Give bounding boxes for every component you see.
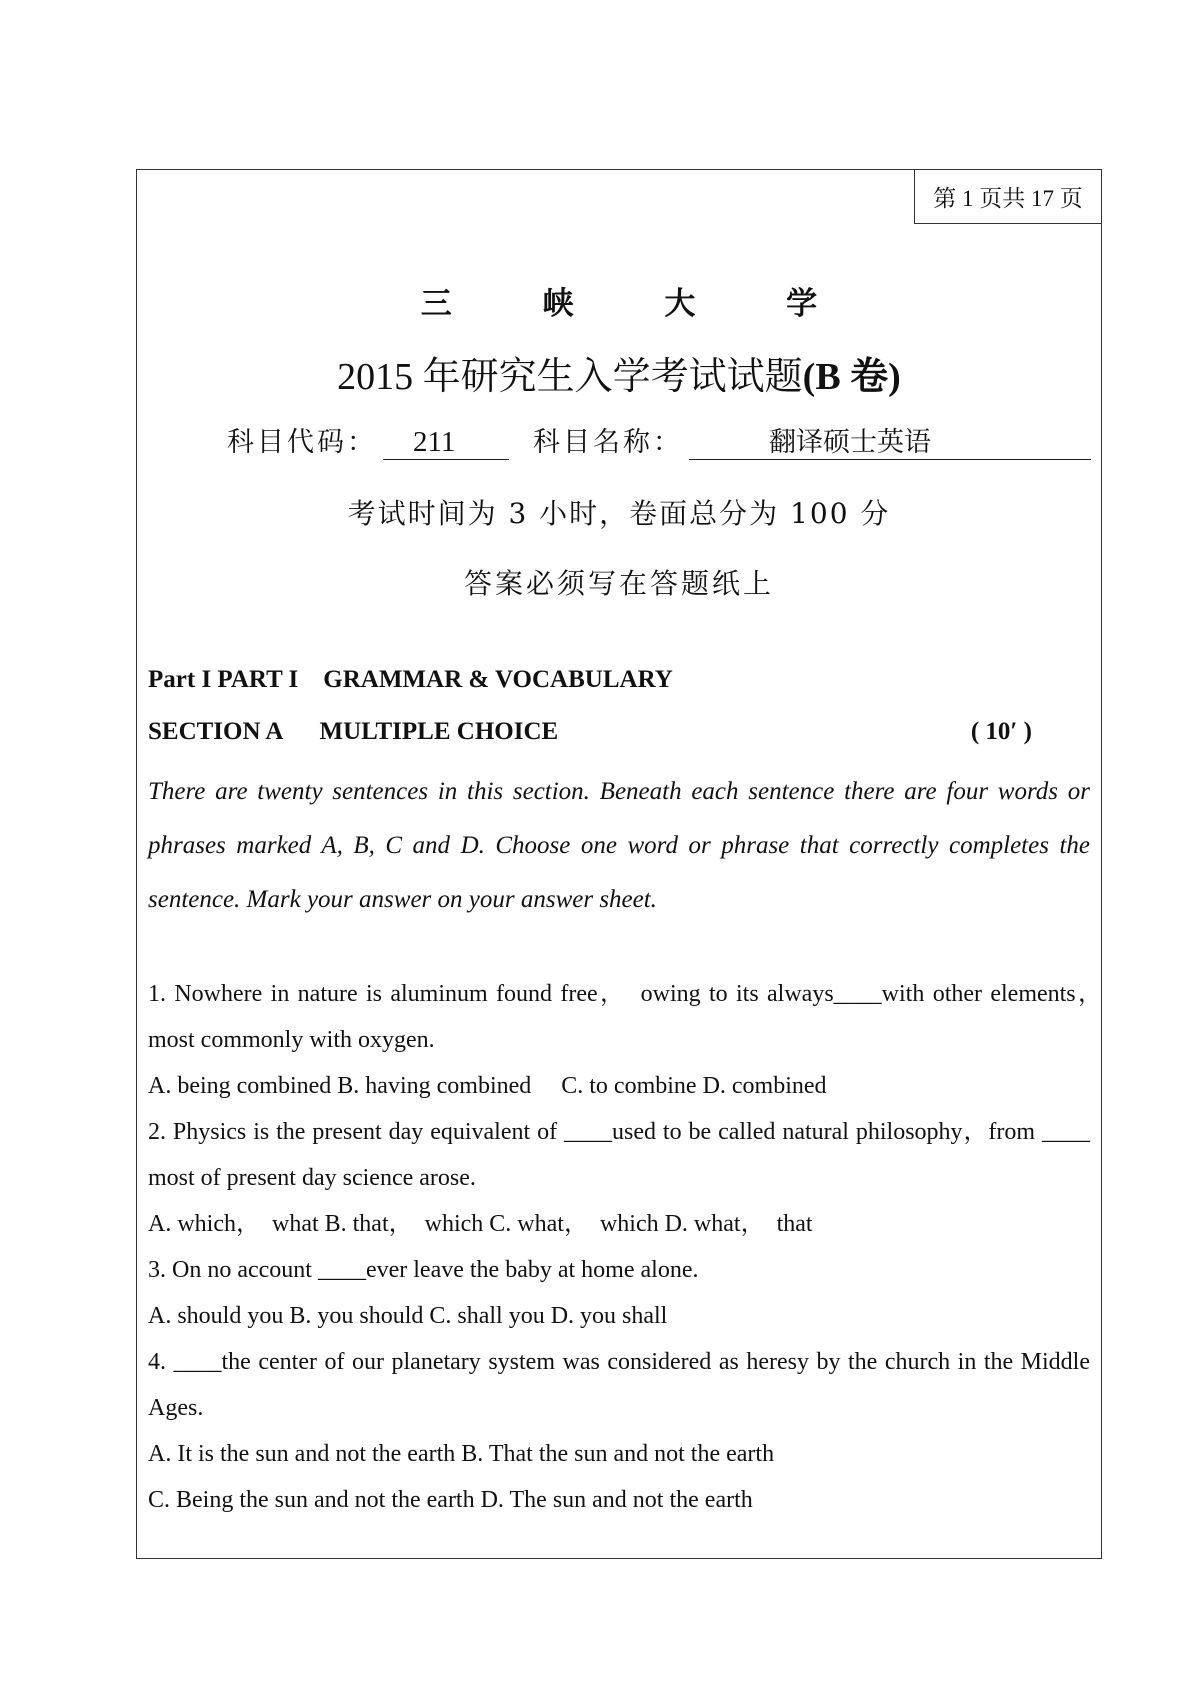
exam-content: [148, 665, 1114, 1523]
exam-title-main: 2015 年研究生入学考试试题: [337, 356, 803, 398]
section-label: [148, 717, 558, 747]
question-1: 1. Nowhere in nature is aluminum found free， owing to its always____with other elements， most commonly with oxygen.: [148, 981, 1114, 1053]
question-4-options-line1: A. It is the sun and not the earth B. That the sun and not the earth: [148, 1441, 775, 1467]
question-4: 4. ____the center of our planetary system was considered as heresy by the church in the Middle Ages.: [148, 1349, 1090, 1421]
exam-title: [137, 345, 1101, 400]
subject-line: [227, 420, 1091, 460]
exam-title-suffix: (B 卷): [802, 356, 901, 398]
page-indicator: 第 1 页共 17 页: [914, 169, 1102, 224]
question-4-options-line2: C. Being the sun and not the earth D. The sun and not the earth: [148, 1487, 753, 1513]
exam-info: 考试时间为 3 小时，卷面总分为 100 分: [347, 497, 891, 530]
subject-name-label: 科目名称：: [533, 427, 683, 458]
part-heading: Part I PART I GRAMMAR & VOCABULARY: [148, 666, 673, 693]
question-3-options: A. should you B. you should C. shall you D. you shall: [148, 1303, 668, 1329]
subject-code-value: 211: [383, 426, 509, 460]
section-heading: [148, 717, 1090, 747]
subject-code-label: 科目代码：: [227, 427, 377, 458]
subject-name-value: 翻译硕士英语: [689, 420, 1091, 460]
question-3: 3. On no account ____ever leave the baby at home alone.: [148, 1257, 699, 1283]
section-name: SECTION A: [148, 718, 284, 745]
question-2-options: A. which， what B. that， which C. what， which D. what， that: [148, 1211, 813, 1237]
section-instructions: There are twenty sentences in this section. Beneath each sentence there are four words or phrases marked A, B, C and D. Choose one word or phrase that correctly completes the sentence. Mark your answer on your answer sheet.: [148, 778, 1090, 913]
exam-page-frame: [136, 169, 1114, 1559]
question-2: 2. Physics is the present day equivalent of ____used to be called natural philosophy，from ____ most of present day science arose.: [148, 1119, 1090, 1191]
question-1-options: A. being combined B. having combined C. to combine D. combined: [148, 1073, 827, 1099]
section-score: ( 10′ ): [970, 718, 1032, 745]
section-title: MULTIPLE CHOICE: [319, 718, 559, 745]
answer-note: 答案必须写在答题纸上: [463, 567, 774, 600]
university-name: 三 峡 大 学: [420, 286, 858, 322]
